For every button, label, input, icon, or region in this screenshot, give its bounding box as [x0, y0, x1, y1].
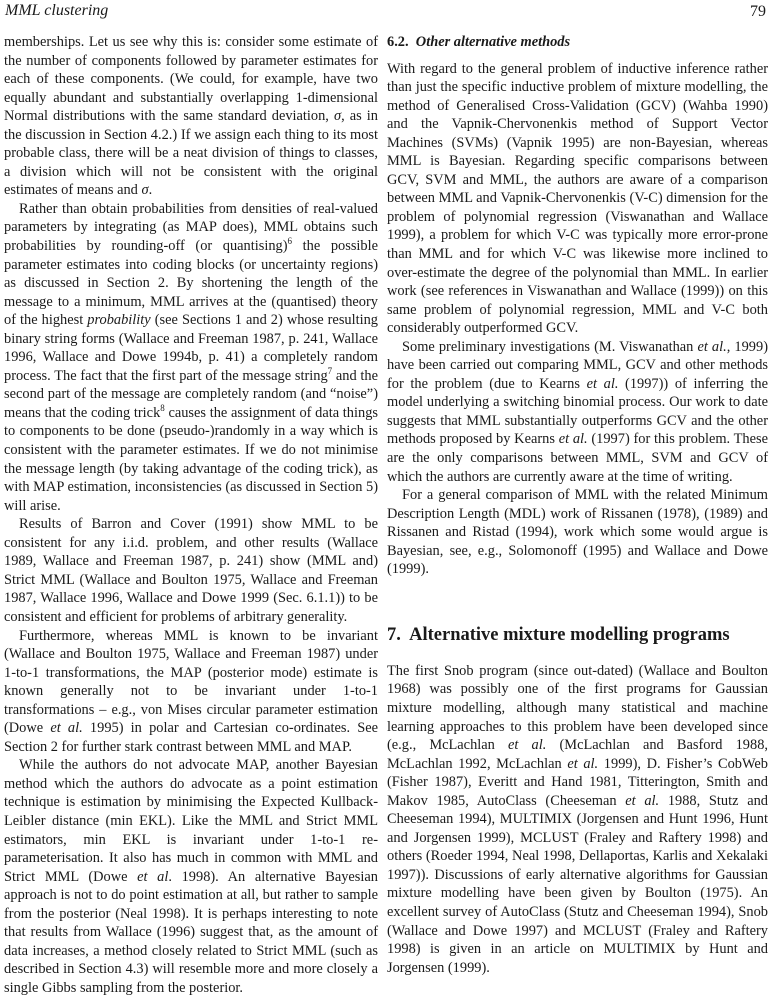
footnote-marker: 6 — [287, 236, 293, 247]
emphasis: σ — [141, 182, 149, 199]
right-paragraphs-a — [387, 60, 768, 579]
footnote-marker: 7 — [327, 365, 333, 376]
text-run: With regard to the general problem of inductive inference rather than just the specific inductive problem of mixture modelling, the method of Generalised Cross-Validation (GCV) (Wahba 1990) and the Vapnik-Chervonenkis method of Support Vector Machines (SVMs) (Vapnik 1995) are non-Bayesian, whereas MML is Bayesian. Regarding specific comparisons between GCV, SVM and MML, the authors are aware of a comparison between MML and Vapnik-Chervonenkis (V-C) dimension for the problem of polynomial regression (Viswanathan and Wallace 1999), a problem for which V-C was typically more error-prone than MML and for which V-C was likewise more inclined to over-estimate the degree of the polynomial than MML. In earlier work (see references in Viswanathan and Wallace (1999)) on this same problem of polynomial regression, MML and V-C both considerably outperformed GCV. — [387, 60, 768, 337]
section-heading — [387, 624, 768, 646]
text-run: (McLachlan and Basford 1988, McLachlan 1992, McLachlan — [387, 737, 768, 772]
text-run: (see Sections 1 and 2) whose resulting binary string forms (Wallace and Freeman 1987, p. 241, Wallace 1996, Wallace and Dowe 1994b, p. 41) a completely random process. The fact that the first part of the message string — [4, 312, 378, 384]
emphasis: σ — [333, 108, 342, 125]
text-run: , as in the discussion in Section 4.2.) If we assign each thing to its most probable class, there will be a neat division of things to classes, a division which will not be consistent with the original estimates of means and — [4, 108, 378, 199]
text-run: 1995) in polar and Cartesian co-ordinates. See Section 2 for further stark contrast between MML and MAP. — [4, 720, 379, 755]
text-run: (1997) for this problem. These are the only comparisons between MML, SVM and GCV of which the authors are currently aware at the time of writing. — [387, 431, 768, 485]
subsection-number: 6.2. — [387, 34, 409, 50]
emphasis: et al. — [567, 755, 599, 772]
subsection-heading — [387, 33, 768, 52]
text-run: For a general comparison of MML with the related Minimum Description Length (MDL) work of Rissanen (1978), (1989) and Rissanen and Ristad (1994), work which some would argue is Bayesian, see, e.g., Solomonoff (1995) and Wallace and Dowe (1999). — [387, 487, 768, 578]
text-run: Rather than obtain probabilities from densities of real-valued parameters by integrating (as MAP does), MML obtains such probabilities by rounding-off (or quantising) — [4, 200, 378, 255]
page-number: 79 — [750, 3, 766, 20]
running-head: MML clustering — [5, 2, 109, 19]
paragraph — [4, 33, 378, 200]
text-run: the possible parameter estimates into coding blocks (or uncertainty regions) as discussed in Section 2. By shortening the length of the message to a minimum, MML arrives at the (quantised) theory of the highest — [4, 238, 378, 329]
text-run: , 1999) have been carried out comparing MML, GCV and other methods for the problem (due to Kearns — [387, 338, 768, 392]
paragraph — [4, 515, 378, 626]
paragraph — [387, 60, 768, 338]
footnote-marker: 8 — [160, 402, 165, 413]
text-run: . 1998). An alternative Bayesian approach is not to do point estimation at all, but rather to sample from the posterior (Neal 1998). It is perhaps interesting to note that results from Wallace (1996) suggest that, as the amount of data increases, a method closely related to Strict MML (such as described in Section 4.3) will resemble more and more closely a single Gibbs sampling from the posterior. — [4, 868, 378, 996]
right-column — [387, 33, 768, 977]
right-paragraphs-b — [387, 662, 768, 977]
section-title: Alternative mixture modelling programs — [409, 624, 730, 645]
paragraph — [4, 627, 378, 757]
subsection-title: Other alternative methods — [415, 34, 571, 50]
paragraph — [387, 486, 768, 579]
left-column — [4, 33, 378, 997]
emphasis: et al. — [697, 338, 727, 355]
emphasis: et al. — [586, 375, 619, 392]
text-run: Results of Barron and Cover (1991) show MML to be consistent for any i.i.d. problem, and other results (Wallace 1989, Wallace and Freeman 1987, p. 241) show (MML and) Strict MML (Wallace and Boulton 1975, Wallace and Freeman 1987, Wallace 1996, Wallace and Dowe 1999 (Sec. 6.1.1)) to be consistent and efficient for problems of arbitrary generality. — [4, 516, 378, 625]
left-paragraphs — [4, 33, 378, 997]
text-run: Some preliminary investigations (M. Viswanathan — [402, 338, 698, 355]
text-run: While the authors do not advocate MAP, another Bayesian method which the authors do advocate as a point estimation technique is estimation by minimising the Expected Kullback-Leibler distance (min EKL). Like the MML and Strict MML estimators, min EKL is invariant under 1-to-1 re-parameterisation. It also has much in common with MML and Strict MML (Dowe — [4, 757, 378, 885]
emphasis: et al. — [508, 737, 547, 754]
emphasis: et al. — [558, 431, 588, 448]
text-run: The first Snob program (since out-dated) (Wallace and Boulton 1968) was possibly one of the first programs for Gaussian mixture modelling, although many statistical and machine learning approaches to this problem have been developed since (e.g., McLachlan — [387, 662, 768, 754]
emphasis: et al — [137, 868, 169, 885]
text-run: 1988, Stutz and Cheeseman 1994), MULTIMIX (Jorgensen and Hunt 1996, Hunt and Jorgensen 1999), MCLUST (Fraley and Raftery 1998) and others (Roeder 1994, Neal 1998, Dellaportas, Karlis and Xekalaki 1997)). Discussions of early alternative algorithms for Gaussian mixture modelling have been given by Boulton (1975). An excellent survey of AutoClass (Stutz and Cheeseman 1994), Snob (Wallace and Dowe 1997) and MCLUST (Fraley and Raftery 1998) is given in an article on MULTIMIX by Hunt and Jorgensen (1999). — [387, 792, 768, 976]
text-run: 1999), D. Fisher’s CobWeb (Fisher 1987), Everitt and Hand 1981, Titterington, Smith and Makov 1985, AutoClass (Cheeseman — [387, 755, 768, 809]
paragraph — [4, 756, 378, 997]
text-run: memberships. Let us see why this is: consider some estimate of the number of components followed by parameter estimates for each of these components. (We could, for example, have two equally abundant and substantially overlapping 1-dimensional Normal distributions with the same standard deviation, — [4, 34, 378, 125]
text-run: and the second part of the message are completely random (and “noise”) means that the coding trick — [4, 367, 378, 421]
text-run: . — [148, 182, 153, 199]
paragraph — [387, 338, 768, 486]
emphasis: probability — [87, 312, 151, 329]
paragraph — [4, 200, 378, 515]
section-number: 7. — [387, 624, 401, 645]
emphasis: et al. — [625, 792, 660, 809]
text-run: causes the assignment of data things to components to be done (pseudo-)randomly in a way which is consistent with the parameter estimates. If we do not minimise the message length (by taking advantage of the coding trick), as with MAP estimation, inconsistencies (as discussed in Section 5) will arise. — [4, 404, 378, 514]
text-run: Furthermore, whereas MML is known to be invariant (Wallace and Boulton 1975, Wallace and Freeman 1987) under 1-to-1 transformations, the MAP (posterior mode) estimate is known generally not to be invariant under 1-to-1 transformations – e.g., von Mises circular parameter estimation (Dowe — [4, 627, 378, 737]
text-run: (1997)) of inferring the model underlying a switching binomial process. Our work to date suggests that MML substantially outperforms GCV and the other methods proposed by Kearns — [387, 375, 769, 448]
paragraph — [387, 662, 768, 977]
emphasis: et al. — [50, 720, 83, 737]
